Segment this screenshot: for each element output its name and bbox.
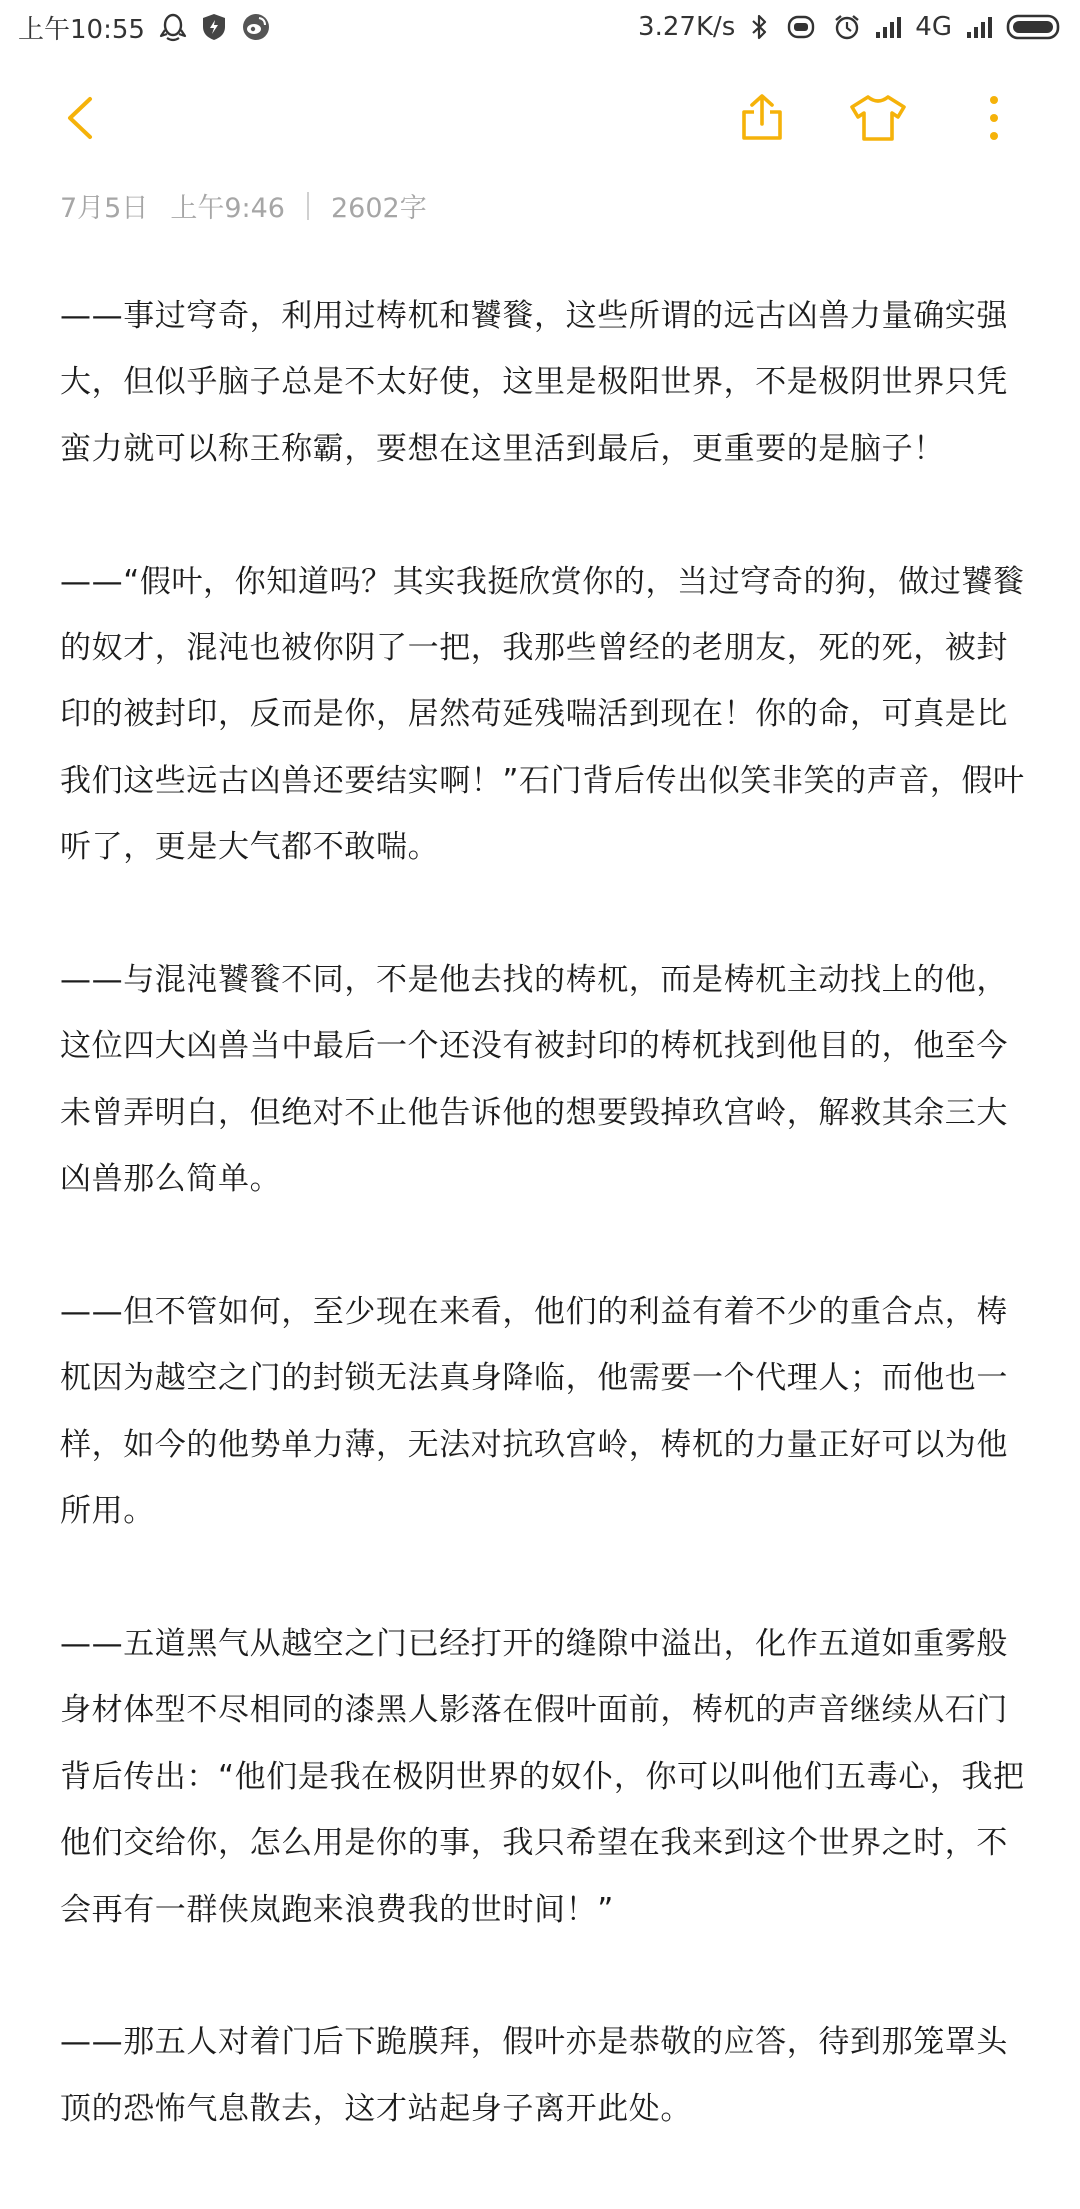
note-paragraph-4: ——但不管如何，至少现在来看，他们的利益有着不少的重合点，梼杌因为越空之门的封锁无法真身降临，他需要一个代理人；而他也一样，如今的他势单力薄，无法对抗玖宫岭，梼杌的力量正好可以为他所用。 xyxy=(60,1294,1008,1530)
battery-icon xyxy=(1006,14,1062,40)
note-paragraph-3: ——与混沌饕餮不同，不是他去找的梼杌，而是梼杌主动找上的他，这位四大凶兽当中最后一个还没有被封印的梼杌找到他目的，他至今未曾弄明白，但绝对不止他告诉他的想要毁掉玖宫岭，解救其余三大凶兽那么简单。 xyxy=(60,962,1008,1198)
shield-icon xyxy=(201,12,227,42)
tshirt-theme-icon xyxy=(848,93,908,143)
word-count: 2602字 xyxy=(331,193,427,224)
back-button[interactable] xyxy=(42,80,118,156)
note-paragraph-5: ——五道黑气从越空之门已经打开的缝隙中溢出，化作五道如重雾般身材体型不尽相同的漆黑人影落在假叶面前，梼杌的声音继续从石门背后传出：“他们是我在极阴世界的奴仆，你可以叫他们五毒心，我把他们交给你，怎么用是你的事，我只希望在我来到这个世界之时，不会再有一群侠岚跑来浪费我的世时间！” xyxy=(60,1626,1025,1928)
note-paragraph-1: ——事过穹奇，利用过梼杌和饕餮，这些所谓的远古凶兽力量确实强大，但似乎脑子总是不太好使，这里是极阳世界，不是极阴世界只凭蛮力就可以称王称霸，要想在这里活到最后，更重要的是脑子！ xyxy=(60,298,1008,467)
note-time: 上午9:46 xyxy=(170,193,285,224)
note-meta xyxy=(60,186,427,225)
net-speed: 3.27K/s xyxy=(638,12,736,42)
network-type: 4G xyxy=(915,12,952,42)
vibrate-icon xyxy=(783,15,819,39)
signal-icon-2 xyxy=(966,15,992,39)
share-button[interactable] xyxy=(724,80,800,156)
qq-penguin-icon xyxy=(159,12,187,42)
bluetooth-icon xyxy=(749,13,769,41)
share-icon xyxy=(736,92,788,144)
note-paragraph-6: ——那五人对着门后下跪膜拜，假叶亦是恭敬的应答，待到那笼罩头顶的恐怖气息散去，这才站起身子离开此处。 xyxy=(60,2024,1008,2127)
toolbar xyxy=(0,80,1080,156)
status-bar xyxy=(0,0,1080,54)
status-bar-left xyxy=(18,9,271,46)
signal-icon xyxy=(875,15,901,39)
alarm-icon xyxy=(833,13,861,41)
meta-divider xyxy=(307,192,309,220)
theme-button[interactable] xyxy=(840,80,916,156)
weibo-icon xyxy=(241,12,271,42)
more-icon xyxy=(988,94,1000,142)
back-chevron-icon xyxy=(60,94,100,142)
note-paragraph-2: ——“假叶，你知道吗？其实我挺欣赏你的，当过穹奇的狗，做过饕餮的奴才，混沌也被你阴了一把，我那些曾经的老朋友，死的死，被封印的被封印，反而是你，居然苟延残喘活到现在！你的命，可真是比我们这些远古凶兽还要结实啊！”石门背后传出似笑非笑的声音，假叶听了，更是大气都不敢喘。 xyxy=(60,563,1025,866)
more-button[interactable] xyxy=(956,80,1032,156)
status-time: 上午10:55 xyxy=(18,14,145,45)
note-date: 7月5日 xyxy=(60,193,149,224)
status-bar-right xyxy=(638,12,1062,42)
